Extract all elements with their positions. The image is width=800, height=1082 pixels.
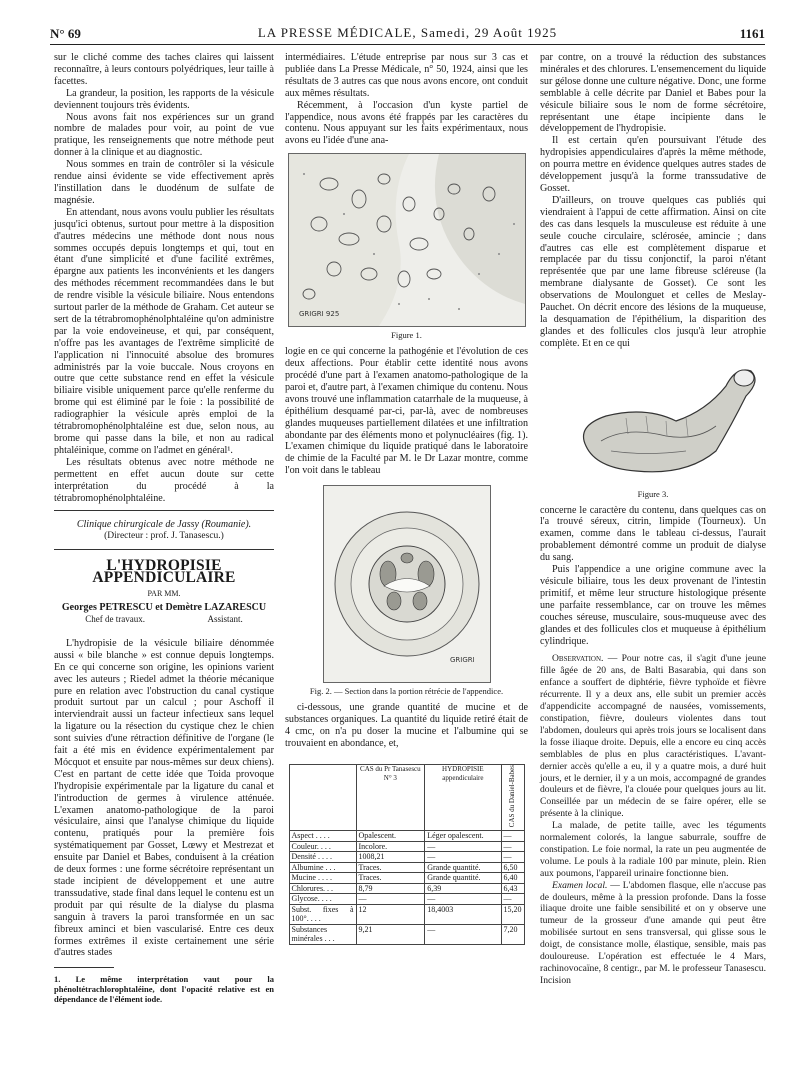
table-cell: Couleur. . . . — [289, 841, 356, 852]
column-1 — [54, 52, 274, 1004]
table-cell: 12 — [356, 904, 425, 924]
appendix-section-drawing — [324, 486, 490, 682]
table-cell: — — [501, 831, 524, 842]
table-header: CAS du Pr Tanasescu N° 3 — [356, 764, 425, 831]
column-3 — [540, 52, 766, 987]
table-body — [289, 831, 524, 945]
page-number: 1161 — [739, 26, 765, 41]
paragraph: D'ailleurs, on trouve quelques cas publiés qui viendraient à l'appui de cette affirmation. Ainsi on cite des cas dans lesquels la musculeuse est réduite à une seule couche circulaire, sclérosée, amincie ; dans d'autres cas elle est complètement disparue et remplacée par du tissu conjonctif, la paroi n'étant représentée que par une lame fibreuse scléreuse (la membrane dialysante de Gosset). Ce sont les observations de Moulonguet et celles de Meslay-Pauchet. On décrit encore des lésions de la muqueuse, la desquamation de l'épithélium, la disparition des glandes et des follicules clos jusqu'à leur atrophie complète. Et en ce qui — [540, 194, 766, 349]
table-cell: Albumine . . . — [289, 862, 356, 873]
paragraph: L'hydropisie de la vésicule biliaire dénommée aussi « bile blanche » est connue depuis longtemps. En ce qui concerne son origine, les opinions varient avec les auteurs ; Riedel admet la théorie mécanique pure en relation avec l'obstruction du canal cystique produit surtout par un calcul ; pour Aschoff il interviendrait aussi un facteur infectieux sans lequel la ligature ou la résection du cystique chez le chien sont suivies d'une rétraction définitive de l'organe (le fait a été mis en évidence expérimentalement par Mócquot et ensuite par nous-mêmes sur deux chiens). C'est en partant de cette idée que Toida provoque l'hydropisie expérimentale par la ligature du canal et l'introduction de germes à virulence atténuée. L'examen anatomo-pathologique de la paroi vésiculaire, ainsi que l'analyse chimique du liquide contenu, pratiqués pour la première fois systématiquement par Gosset, Lœwy et Mestrezat et ensuite par Daniel et Babes, conduisent à la création de deux formes : une forme sécrétoire représentant un stade incipient de développement et une autre transsudative, stade final dans lequel le contenu est un produit par qui résulte de la dialyse du plasma sanguin à travers la paroi transformée en un sac fibreux aminci et bien vascularisé. Entre ces deux formes extrêmes il existe certainement une série d'autres stades — [54, 637, 274, 959]
table-cell: — — [425, 841, 501, 852]
table-cell: Grande quantité. — [425, 873, 501, 884]
paragraph: Nous avons fait nos expériences sur un grand nombre de malades pour voir, au point de vue pratique, les renseignements que notre méthode peut donner à la clinique et au diagnostic. — [54, 111, 274, 159]
table-cell: Traces. — [356, 873, 425, 884]
table-cell: Incolore. — [356, 841, 425, 852]
paragraph: concerne le caractère du contenu, dans quelques cas on l'a trouvé séreux, citrin, limpide (Tourneux). Un examen, comme dans le tableau ci-dessus, l'aurait probablement démontré comme un produit de dialyse du sang. — [540, 504, 766, 564]
issue-number: N° 69 — [50, 26, 81, 41]
figure-3-image — [566, 356, 766, 486]
paragraph: Puis l'appendice a une origine commune avec la vésicule biliaire, tous les deux provenant de l'intestin primitif, et même leur structure histologique présente une parfaite ressemblance, car on trouve les mêmes couches séreuse, musculaire, sous-muqueuse avec des glandes et des follicules clos et muqueuse à épithélium cylindrique. — [540, 564, 766, 647]
table-cell: — — [425, 924, 501, 944]
table-row — [289, 831, 524, 842]
table-cell: 9,21 — [356, 924, 425, 944]
chemistry-table — [289, 764, 525, 945]
table-cell: Aspect . . . . — [289, 831, 356, 842]
divider — [54, 510, 274, 511]
clinic-name: Clinique chirurgicale de Jassy (Roumanie). — [76, 519, 252, 531]
table-header: CAS du Daniel-Babes — [501, 764, 524, 831]
page-header — [50, 22, 765, 45]
table-cell: 6,39 — [425, 883, 501, 894]
histology-section-drawing — [289, 154, 525, 326]
footnote-rule — [54, 967, 114, 968]
paragraph: La malade, de petite taille, avec les téguments normalement colorés, la langue saburrale, souffre de constipation. Le foie normal, la rate un peu augmentée de volume. Le pouls à la radiale 100 par minute, plein. Rien aux poumons, l'appareil urinaire fonctionne bien. — [540, 820, 766, 879]
divider — [54, 549, 274, 550]
column-2 — [285, 52, 528, 945]
author-role: Assistant. — [207, 613, 243, 624]
paragraph: Récemment, à l'occasion d'un kyste partiel de l'appendice, nous avons été frappés par les caractères du contenu. Nous appuyant sur les faits expérimentaux, nous avons eu l'idée d'une ana- — [285, 99, 528, 147]
table-row — [289, 862, 524, 873]
article-title: L'HYDROPISIE APPENDICULAIRE — [92, 557, 236, 587]
table-cell: 6,50 — [501, 862, 524, 873]
table-row — [289, 894, 524, 905]
table-cell: Subst. fixes à 100°. . . . — [289, 904, 356, 924]
table-cell: 18,4003 — [425, 904, 501, 924]
table-row — [289, 904, 524, 924]
table-cell: Grande quantité. — [425, 862, 501, 873]
author-roles — [54, 614, 274, 626]
observation-paragraph — [540, 880, 766, 987]
paragraph: La grandeur, la position, les rapports de la vésicule deviennent toujours très évidents. — [54, 87, 274, 111]
table-cell: Glycose. . . . — [289, 894, 356, 905]
paragraph: Nous sommes en train de contrôler si la vésicule rendue ainsi évidente se vide effectivement après l'instillation dans le duodénum de sulfate de magnésie. — [54, 159, 274, 206]
figure-signature: GRIGRI 925 — [298, 310, 339, 319]
observation-text: — Pour notre cas, il s'agit d'une jeune fille âgée de 20 ans, de Balti Basarabia, qui dans son enfance a souffert de diphtérie, fièvre typhoïde et fièvre récurrente. Il y a deux ans, elle subit un premier accès d'appendicite accompagné de nausées, vomissements, constipation, fièvre, douleurs violentes dans tout l'abdomen, douleurs qui après trois jours se localisent dans la fosse iliaque droite. Depuis, elle a encore eu cinq accès semblables de plus en plus caractéristiques. L'avant-dernier accès qu'elle a eu, il y a quatre mois, a duré huit jours, et le dernier, il y a un mois, accompagné de grandes douleurs et de fièvre, l'a clouée pour quelques jours au lit. Conseillée par un médecin de se faire opérer, elle se présente à la clinique. — [540, 653, 767, 820]
table-cell: — — [356, 894, 425, 905]
clinic-director: (Directeur : prof. J. Tanasescu.) — [104, 531, 224, 542]
table-header — [289, 764, 356, 831]
exam-text: — L'abdomen flasque, elle n'accuse pas de douleurs, même à la pression profonde. Dans la fosse iliaque droite une faible sensibilité et on y observe une tumeur de la grosseur d'une amande qui peut être mobilisée surtout en sens transversal, qui glisse sous le doigt, de consistance molle, élastique, sensible, mais pas douloureuse. L'opération est effectuée le 4 Mars, rachinovocaïne, 8 centigr., par M. le professeur Tanasescu. Incision — [540, 879, 766, 986]
table-cell: 7,20 — [501, 924, 524, 944]
paragraph: Les résultats obtenus avec notre méthode ne permettent en effet aucun doute sur cette interprétation du procédé à la tétrabromophénolphtaléine. — [54, 456, 274, 504]
appendix-specimen-drawing — [566, 356, 766, 486]
table-cell: 6,43 — [501, 883, 524, 894]
table-row — [289, 852, 524, 863]
author-role: Chef de travaux. — [85, 613, 145, 624]
table-cell: Léger opalescent. — [425, 831, 501, 842]
table-row — [289, 924, 524, 944]
journal-title: LA PRESSE MÉDICALE, Samedi, 29 Août 1925 — [257, 25, 558, 40]
table-header: HYDROPISIE appendiculaire — [425, 764, 501, 831]
footnote: 1. Le même interprétation vaut pour la phénoltétrachlorophtaléine, dont l'opacité relative est en dépendance de l'élément iode. — [54, 974, 274, 1005]
figure-1-caption: Figure 1. — [391, 330, 422, 341]
observation-label: Observation. — [552, 653, 604, 665]
table-cell: — — [501, 841, 524, 852]
table-cell: — — [425, 894, 501, 905]
table-cell: Densité . . . . — [289, 852, 356, 863]
observation-paragraph — [540, 653, 766, 820]
observation-section — [540, 653, 766, 986]
table-cell: 6,40 — [501, 873, 524, 884]
paragraph: sur le cliché comme des taches claires qui laissent reconnaître, à leurs contours polyédriques, leur taille à facettes. — [54, 52, 274, 87]
paragraph: par contre, on a trouvé la réduction des substances minérales et des chlorures. L'ensemencement du liquide sur gélose donne une culture négative. Donc, une forme semblable à celle décrite par Daniel et Babes pour la vésicule biliaire sous le nom de forme sécrétoire, représentant une étape incipiente dans le développement de l'hydropisie. — [540, 52, 766, 135]
table-cell: Opalescent. — [356, 831, 425, 842]
paragraph: En attendant, nous avons voulu publier les résultats jusqu'ici obtenus, surtout pour mettre à la disposition d'autres médecins une méthode dont nous nous sommes occupés depuis longtemps et qui, tout en étant d'une simplicité et d'une facilité extrêmes, épargne aux patients les inconvénients et les dangers des méthodes récemment recommandées dans le but de rendre visible la vésicule biliaire. Nous entendons surtout parler de la méthode de Graham. Cet auteur se sert de la tétrabromophénolphtaléine qu'on administre par la voie endoveineuse, et qui, par conséquent, n'offre pas les avantages de l'extrême simplicité de l'application ni l'innocuité absolue des bromures administrés par la voie buccale. Nous croyons en outre que cette substance rend en effet la vésicule biliaire visible uniquement parce qu'elle renferme du brome qui est éliminé par le foie : la possibilité de radiographier la vésicule après emploi de la tétrabromophénolphtaléine est due, selon nous, au brome qui passe dans la bile, et non au radical phtaléinique, comme on l'admet en général¹. — [54, 206, 274, 456]
table-cell: Substances minérales . . . — [289, 924, 356, 944]
table-cell: 8,79 — [356, 883, 425, 894]
table-cell: 1008,21 — [356, 852, 425, 863]
paragraph: intermédiaires. L'étude entreprise par nous sur 3 cas et publiée dans La Presse Médicale, n° 50, 1924, ainsi que les résultats de 3 autres cas que nous avons encore, ont conduit aux mêmes résultats. — [285, 52, 528, 99]
table-cell: Traces. — [356, 862, 425, 873]
article-authors: Georges PETRESCU et Demètre LAZARESCU — [61, 602, 267, 614]
table-cell: — — [425, 852, 501, 863]
table-header-row — [289, 764, 524, 831]
table-cell: Chlorures. . . — [289, 883, 356, 894]
table-cell: 15,20 — [501, 904, 524, 924]
exam-label: Examen local. — [552, 879, 608, 891]
figure-2-image — [323, 485, 491, 683]
table-cell: Mucine . . . . — [289, 873, 356, 884]
table-row — [289, 873, 524, 884]
paragraph: logie en ce qui concerne la pathogénie et l'évolution de ces deux affections. Pour établir cette identité nous avons procédé d'une part à l'examen anatomo-pathologique de la paroi et, d'autre part, à l'examen chimique du contenu. Nous avons trouvé une inflammation catarrhale de la muqueuse, à épithélium desquamé par-ci, par-là, avec de nombreuses glandes muqueuses partiellement dilatées et une infiltration abondante par des éléments mono et polynucléaires (fig. 1). L'examen chimique du liquide pratiqué dans le laboratoire de chimie de la Faculté par M. le Dr Lazar montre, comme l'on voit dans le tableau — [285, 346, 528, 477]
table-row — [289, 841, 524, 852]
figure-1-image — [288, 153, 526, 327]
byline-prefix: PAR MM. — [147, 589, 181, 599]
table-cell: — — [501, 852, 524, 863]
figure-3-caption: Figure 3. — [637, 488, 669, 499]
figure-signature: GRIGRI — [449, 656, 475, 665]
paragraph: ci-dessous, une grande quantité de mucine et de substances organiques. La quantité du liquide retiré était de 4 cmc, on n'a pu doser la mucine et l'albumine qui se trouvaient en abondance, et, — [285, 702, 528, 749]
paragraph: Il est certain qu'en poursuivant l'étude des hydropisies appendiculaires d'après la même méthode, on pourra mettre en évidence quelques autres stades de développement jusqu'à la forme transsudative de Gosset. — [540, 135, 766, 194]
table-cell: — — [501, 894, 524, 905]
table-row — [289, 883, 524, 894]
figure-2-caption: Fig. 2. — Section dans la portion rétrécie de l'appendice. — [309, 686, 504, 697]
